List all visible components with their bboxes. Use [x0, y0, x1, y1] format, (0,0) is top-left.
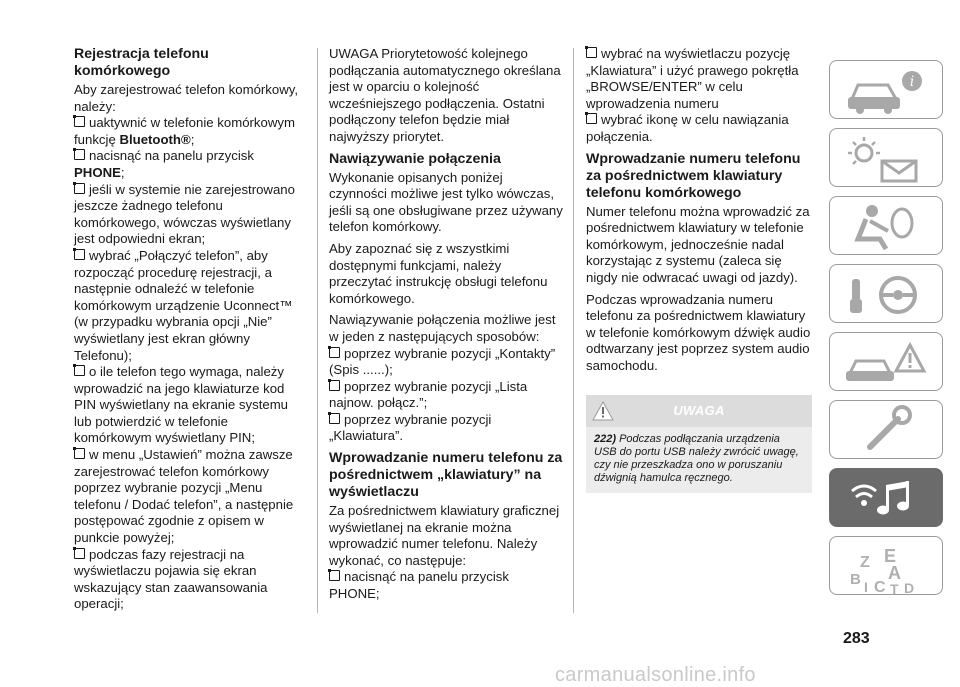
- list-item: w menu „Ustawień” można zawsze zarejestrować telefon komórkowy poprzez wybranie pozycji „Menu telefonu / Dodać telefon”, a następnie postępować zgodnie z opisem w punkcie powyżej;: [74, 447, 294, 546]
- section-heading-registration: Rejestracja telefonu komórkowego: [74, 46, 209, 79]
- bullet-list: [74, 115, 306, 613]
- column-divider: [573, 48, 574, 613]
- bullet-list: [329, 346, 563, 446]
- checkbox-bullet-icon: [74, 548, 85, 559]
- paragraph: Aby zapoznać się z wszystkimi dostępnymi funkcjami, należy przeczytać instrukcję obsługi telefonu komórkowego.: [329, 240, 548, 306]
- column-divider: [317, 48, 318, 613]
- multimedia-icon: [830, 469, 944, 528]
- checkbox-bullet-icon: [329, 413, 340, 424]
- list-item: o ile telefon tego wymaga, należy wprowadzić na jego klawiaturze kod PIN wyświetlany na ekranie systemu lub potwierdzić w telefonie komórkowym wyświetlany PIN;: [74, 364, 289, 446]
- paragraph: Numer telefonu można wprowadzić za pośrednictwem klawiatury w telefonie komórkowym, jednocześnie nadal korzystając z systemu (zaleca się nigdy nie odwracać uwagi od jazdy).: [586, 203, 810, 285]
- checkbox-bullet-icon: [74, 448, 85, 459]
- index-letter: E: [884, 546, 897, 566]
- checkbox-bullet-icon: [586, 47, 597, 58]
- index-letter: A: [888, 563, 901, 583]
- checkbox-bullet-icon: [74, 249, 85, 260]
- index-letter: B: [850, 571, 861, 588]
- sidebar-tab-car-info[interactable]: [829, 60, 943, 119]
- checkbox-bullet-icon: [74, 365, 85, 376]
- sidebar-tab-steering-key[interactable]: [829, 264, 943, 323]
- airbag-seat-icon: [830, 197, 944, 256]
- paragraph: Aby zarejestrować telefon komórkowy, należy:: [74, 82, 299, 114]
- sidebar-tab-airbag-seat[interactable]: [829, 196, 943, 255]
- list-item: wybrać ikonę w celu nawiązania połączenia.: [586, 112, 789, 144]
- index-letter: T: [890, 581, 899, 596]
- warning-body: [586, 427, 812, 494]
- paragraph: UWAGA Priorytetowość kolejnego podłączania automatycznego określana jest w oparciu o kolejność wcześniejszego podłączenia. Ostatni podłączony telefon będzie miał najwyższy priorytet.: [329, 46, 561, 144]
- section-heading-calling: Nawiązywanie połączenia: [329, 150, 501, 167]
- list-item: wybrać „Połączyć telefon”, aby rozpocząć procedurę rejestracji, a następnie odnaleźć w telefonie komórkowym urządzenie Uconnect™ (w przypadku wybrania opcji „Nie” wyświetlany jest ekran główny Telefonu);: [74, 247, 293, 363]
- column-2: [329, 46, 563, 603]
- checkbox-bullet-icon: [329, 380, 340, 391]
- checkbox-bullet-icon: [74, 149, 85, 160]
- list-item: uaktywnić w telefonie komórkowym funkcję Bluetooth®;: [74, 115, 295, 147]
- sidebar-tab-dashboard-lights[interactable]: [829, 128, 943, 187]
- list-item: wybrać na wyświetlaczu pozycję „Klawiatura” i użyć prawego pokrętła „BROWSE/ENTER” w celu wprowadzenia numeru: [586, 46, 799, 111]
- list-item: podczas fazy rejestracji na wyświetlaczu pojawia się ekran wskazujący stan zaawansowania operacji;: [74, 546, 268, 612]
- index-letter: Z: [860, 554, 870, 571]
- list-item: jeśli w systemie nie zarejestrowano jeszcze żadnego telefonu komórkowego, wówczas wyświetlany jest odpowiedni ekran;: [74, 181, 295, 247]
- column-1: [74, 46, 306, 613]
- paragraph: Wykonanie opisanych poniżej czynności możliwe jest tylko wówczas, jeśli są one obsługiwane przez używany telefon komórkowy.: [329, 169, 563, 235]
- index-letters-icon: [830, 537, 944, 596]
- warning-number: 222): [594, 432, 617, 445]
- wrench-icon: [830, 401, 944, 460]
- section-heading-display-keypad: Wprowadzanie numeru telefonu za pośrednictwem „klawiatury” na wyświetlaczu: [329, 450, 563, 501]
- page-number: 283: [843, 630, 870, 647]
- dashboard-lights-icon: [830, 129, 944, 188]
- warning-text: Podczas podłączania urządzenia USB do portu USB należy zwrócić uwagę, czy nie przeszkadza ono w poruszaniu dźwignią hamulca ręcznego.: [594, 432, 799, 485]
- list-item: nacisnąć na panelu przycisk PHONE;: [329, 569, 509, 602]
- checkbox-bullet-icon: [329, 347, 340, 358]
- car-info-icon: [830, 61, 944, 120]
- index-letter: D: [904, 580, 915, 596]
- sidebar-tab-index[interactable]: [829, 536, 943, 595]
- svg-text:i: i: [909, 74, 915, 90]
- paragraph: Nawiązywanie połączenia możliwe jest w jeden z następujących sposobów:: [329, 312, 556, 344]
- sidebar-tab-car-warning[interactable]: [829, 332, 943, 391]
- paragraph: Podczas wprowadzania numeru telefonu za pośrednictwem klawiatury w telefonie komórkowym dźwięk audio odtwarzany jest poprzez system audio samochodu.: [586, 291, 811, 373]
- watermark: carmanualsonline.info: [555, 664, 756, 686]
- list-item: poprzez wybranie pozycji „Kontakty” (Spis ......);: [329, 345, 556, 378]
- sidebar-tab-wrench[interactable]: [829, 400, 943, 459]
- section-heading-phone-keypad: Wprowadzanie numeru telefonu za pośrednictwem klawiatury telefonu komórkowego: [586, 150, 801, 201]
- paragraph: Za pośrednictwem klawiatury graficznej wyświetlanej na ekranie można wprowadzić numer telefonu. Należy wykonać, co następuje:: [329, 503, 560, 568]
- checkbox-bullet-icon: [586, 113, 597, 124]
- warning-title: UWAGA: [673, 402, 725, 418]
- warning-header: [586, 395, 812, 427]
- car-warning-icon: [830, 333, 944, 392]
- checkbox-bullet-icon: [329, 570, 340, 581]
- column-3: [586, 46, 812, 493]
- checkbox-bullet-icon: [74, 183, 85, 194]
- list-item: poprzez wybranie pozycji „Lista najnow. połącz.”;: [329, 378, 528, 411]
- index-letter: I: [864, 579, 868, 595]
- index-letter: C: [874, 579, 886, 596]
- sidebar-tab-multimedia[interactable]: [829, 468, 943, 527]
- steering-wheel-key-icon: [830, 265, 944, 324]
- list-item: poprzez wybranie pozycji „Klawiatura”.: [329, 411, 492, 444]
- checkbox-bullet-icon: [74, 116, 85, 127]
- list-item: nacisnąć na panelu przycisk PHONE;: [74, 148, 254, 180]
